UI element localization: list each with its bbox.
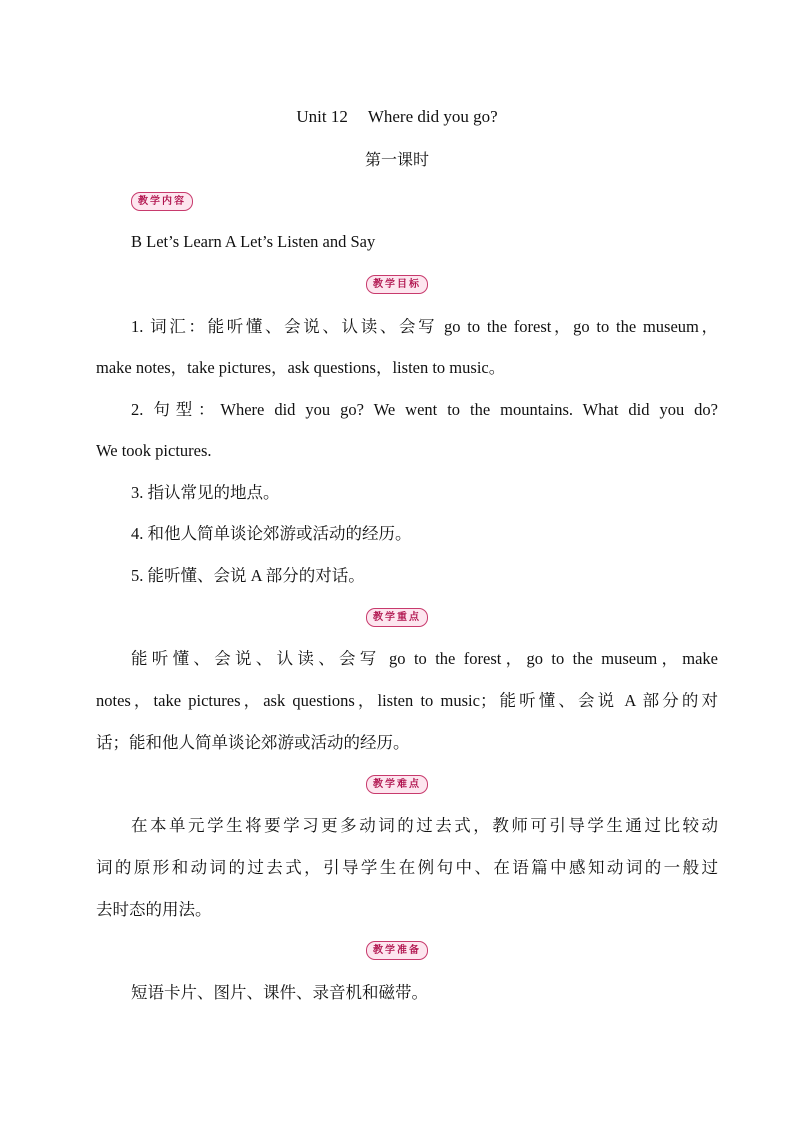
unit-title: Where did you go? xyxy=(367,107,498,126)
difficulty-line: 去时态的用法。 xyxy=(96,900,212,919)
difficulty-line: 在本单元学生将要学习更多动词的过去式，教师可引导学生通过比较动 xyxy=(131,816,718,835)
objective-line: 2. 句型：Where did you go? We went to the mountains. What did you do? xyxy=(131,400,718,419)
preparation-line: 短语卡片、图片、课件、录音机和磁带。 xyxy=(131,983,428,1002)
objective-line: 1. 词汇：能听懂、会说、认读、会写 go to the forest，go to the museum， xyxy=(131,317,718,336)
section-badge-key-points: 教学重点 xyxy=(366,608,428,627)
unit-number: Unit 12 xyxy=(296,107,348,126)
objective-line: make notes，take pictures，ask questions，listen to music。 xyxy=(96,358,506,377)
content-line: B Let’s Learn A Let’s Listen and Say xyxy=(131,232,376,251)
page-title xyxy=(0,106,794,128)
objective-line: We took pictures. xyxy=(96,441,212,460)
difficulty-line: 词的原形和动词的过去式，引导学生在例句中、在语篇中感知动词的一般过 xyxy=(96,858,718,877)
key-point-line: 能听懂、会说、认读、会写 go to the forest，go to the museum，make xyxy=(131,649,718,668)
key-point-line: 话；能和他人简单谈论郊游或活动的经历。 xyxy=(96,733,410,752)
objective-line: 5. 能听懂、会说 A 部分的对话。 xyxy=(131,566,365,585)
objective-line: 3. 指认常见的地点。 xyxy=(131,483,280,502)
section-badge-difficulties: 教学难点 xyxy=(366,775,428,794)
section-badge-objectives: 教学目标 xyxy=(366,275,428,294)
section-badge-content: 教学内容 xyxy=(131,192,193,211)
section-badge-preparation: 教学准备 xyxy=(366,941,428,960)
objective-line: 4. 和他人简单谈论郊游或活动的经历。 xyxy=(131,524,412,543)
lesson-label: 第一课时 xyxy=(364,150,429,169)
key-point-line: notes，take pictures，ask questions，listen to music；能听懂、会说 A 部分的对 xyxy=(96,691,718,710)
